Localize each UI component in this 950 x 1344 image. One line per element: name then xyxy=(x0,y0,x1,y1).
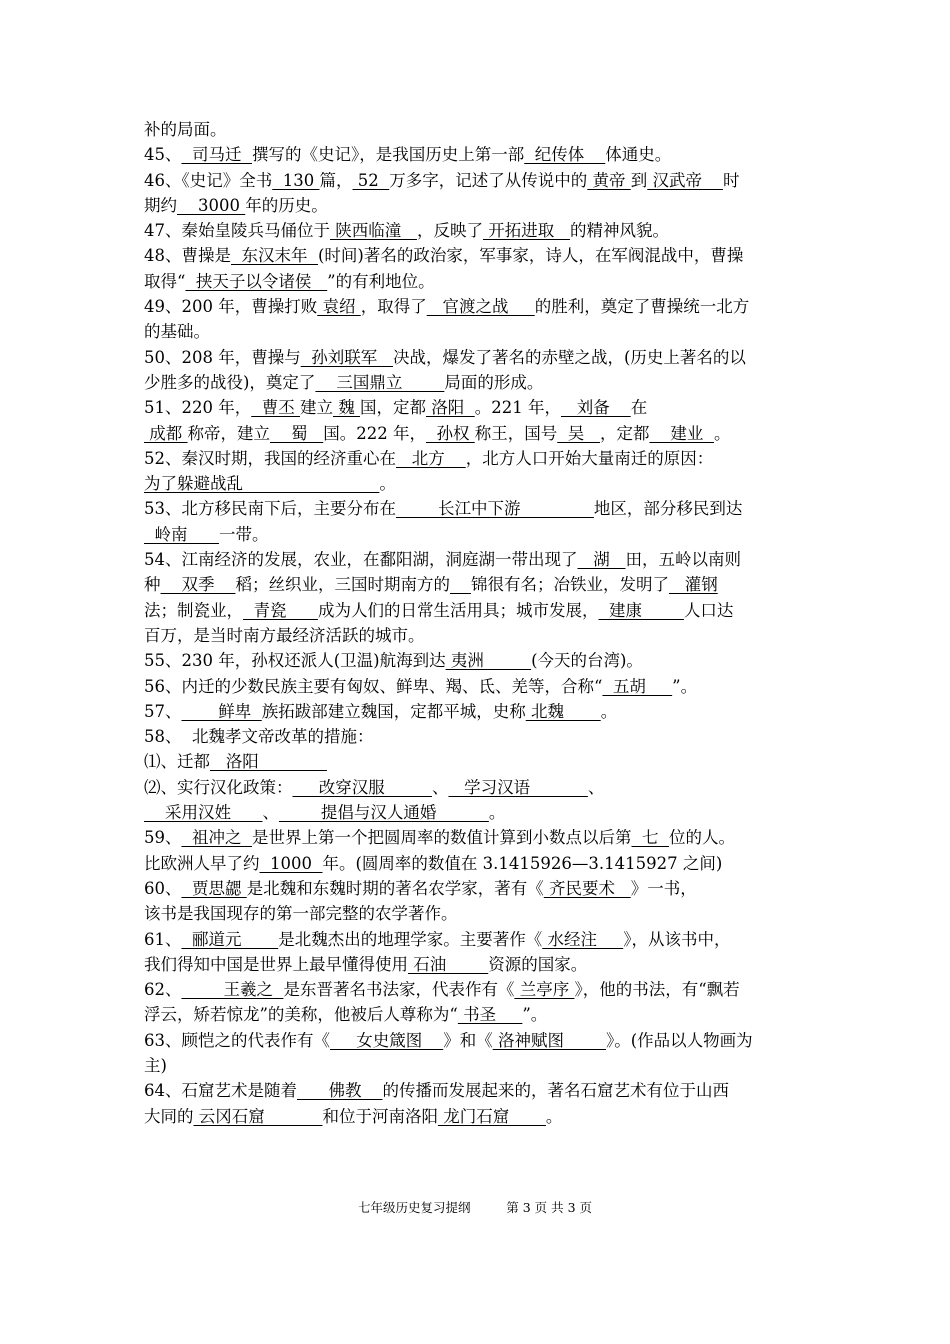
answer-blank: 孙权 xyxy=(425,423,475,443)
answer-blank: 齐民要术 xyxy=(543,878,631,898)
text-line xyxy=(144,572,812,597)
question-text: 的胜利，奠定了曹操统一北方 xyxy=(534,297,750,317)
question-text: ⑴、迁都 xyxy=(144,752,210,772)
answer-blank: 开拓进取 xyxy=(482,221,570,241)
question-text: 地区，部分移民到达 xyxy=(593,499,743,519)
answer-blank: 北方 xyxy=(396,448,466,468)
answer-blank: 三国鼎立 xyxy=(315,372,445,392)
question-text: 64、石窟艺术是随着 xyxy=(144,1081,297,1101)
question-text: 。 xyxy=(713,423,731,443)
answer-blank: 52 xyxy=(352,170,390,190)
question-text: 》一书， xyxy=(630,878,697,898)
question-text: 》，他的书法，有“飘若 xyxy=(574,980,740,1000)
question-text: 54、江南经济的发展，农业，在鄱阳湖，洞庭湖一带出现了 xyxy=(144,550,578,570)
text-line xyxy=(144,269,812,294)
text-line xyxy=(144,471,812,496)
answer-blank: 七 xyxy=(631,828,669,848)
question-text: 。 xyxy=(600,701,618,721)
question-text: 到 xyxy=(630,170,648,190)
question-text: 46、《史记》全书 xyxy=(144,170,273,190)
question-text: 锦很有名；冶铁业，发明了 xyxy=(470,575,669,595)
question-text: 族拓跋部建立魏国，定都平城，史称 xyxy=(261,701,526,721)
text-line xyxy=(144,193,812,218)
question-text: ”的有利地位。 xyxy=(327,271,435,291)
page-footer xyxy=(0,1198,950,1216)
text-line xyxy=(144,142,812,167)
answer-blank: 女史箴图 xyxy=(330,1030,444,1050)
question-text: 。 xyxy=(488,803,506,823)
text-line xyxy=(144,446,812,471)
text-line xyxy=(144,168,812,193)
question-text: 57、 xyxy=(144,701,182,721)
text-line xyxy=(144,876,812,901)
answer-blank: 陕西临潼 xyxy=(330,221,417,241)
question-text: 48、曹操是 xyxy=(144,246,231,266)
answer-blank: 为了躲避战乱 xyxy=(144,474,380,494)
question-text: 建立 xyxy=(299,398,333,418)
question-text: 50、208 年，曹操与 xyxy=(144,347,301,367)
review-outline-body xyxy=(144,117,812,1129)
text-line xyxy=(144,851,812,876)
question-text: 称王，国号 xyxy=(474,423,558,443)
question-text: 大同的 xyxy=(144,1106,194,1126)
text-line xyxy=(144,927,812,952)
answer-blank: 成都 xyxy=(144,423,188,443)
question-text: 取得“ xyxy=(144,271,186,291)
answer-blank: 兰亭序 xyxy=(514,980,575,1000)
question-text: ”。 xyxy=(672,676,698,696)
answer-blank: 汉武帝 xyxy=(647,170,723,190)
question-text: 的传播而发展起来的，著名石窟艺术有位于山西 xyxy=(382,1081,729,1101)
question-text: 法；制瓷业， xyxy=(144,600,243,620)
question-text: 稻；丝织业，三国时期南方的 xyxy=(235,575,450,595)
text-line xyxy=(144,395,812,420)
question-text: 年的历史。 xyxy=(245,195,328,215)
answer-blank: 北魏 xyxy=(525,701,601,721)
question-text: 浮云，矫若惊龙”的美称，他被后人尊称为“ xyxy=(144,1005,458,1025)
text-line xyxy=(144,218,812,243)
answer-blank: 湖 xyxy=(577,550,626,570)
question-text: 决战，爆发了著名的赤壁之战，(历史上著名的以 xyxy=(392,347,746,367)
question-text: 少胜多的战役)，奠定了 xyxy=(144,372,316,392)
question-text: 的精神风貌。 xyxy=(569,221,669,241)
answer-blank: 佛教 xyxy=(297,1081,383,1101)
answer-blank: 洛阳 xyxy=(210,752,327,772)
answer-blank: 洛阳 xyxy=(425,398,475,418)
text-line xyxy=(144,952,812,977)
text-line xyxy=(144,749,812,774)
question-text: 》和《 xyxy=(443,1030,493,1050)
answer-blank: 提倡与汉人通婚 xyxy=(278,803,489,823)
text-line xyxy=(144,243,812,268)
question-text: 》。(作品以人物画为 xyxy=(605,1030,753,1050)
question-text: 我们得知中国是世界上最早懂得使用 xyxy=(144,954,408,974)
question-text: 。 xyxy=(379,474,396,494)
question-text: ，北方人口开始大量南迁的原因： xyxy=(465,448,714,468)
question-text: 田，五岭以南则 xyxy=(625,550,741,570)
question-text: 资源的国家。 xyxy=(488,954,588,974)
text-line xyxy=(144,1028,812,1053)
answer-blank: 岭南 xyxy=(144,524,219,544)
question-text: 篇， xyxy=(319,170,353,190)
question-text: 国。222 年， xyxy=(323,423,426,443)
text-line xyxy=(144,775,812,800)
question-text: ，反映了 xyxy=(416,221,483,241)
text-line xyxy=(144,345,812,370)
answer-blank: 建康 xyxy=(598,600,684,620)
question-text: 、 xyxy=(262,803,279,823)
question-text: (今天的台湾)。 xyxy=(531,651,643,671)
question-text: 万多字，记述了从传说中的 xyxy=(389,170,588,190)
question-text: 国，定都 xyxy=(359,398,426,418)
text-line xyxy=(144,370,812,395)
question-text: 45、 xyxy=(144,145,182,165)
question-text: 53、北方移民南下后，主要分布在 xyxy=(144,499,396,519)
question-text: 47、秦始皇陵兵马俑位于 xyxy=(144,221,330,241)
question-text: 55、230 年，孙权还派人(卫温)航海到达 xyxy=(144,651,446,671)
text-line xyxy=(144,901,812,926)
question-text: 62、 xyxy=(144,980,182,1000)
text-line xyxy=(144,977,812,1002)
question-text: 、 xyxy=(431,777,449,797)
question-text: 人口达 xyxy=(683,600,734,620)
answer-blank: 王羲之 xyxy=(181,980,284,1000)
text-line xyxy=(144,496,812,521)
question-text: 位的人。 xyxy=(668,828,735,848)
question-text: 比欧洲人早了约 xyxy=(144,853,260,873)
answer-blank: 曹丕 xyxy=(251,398,300,418)
answer-blank: 纪传体 xyxy=(524,145,606,165)
answer-blank: 书圣 xyxy=(457,1005,523,1025)
text-line xyxy=(144,319,812,344)
text-line xyxy=(144,724,812,749)
text-line xyxy=(144,674,812,699)
answer-blank: 水经注 xyxy=(542,929,624,949)
answer-blank: 学习汉语 xyxy=(448,777,588,797)
answer-blank: 吴 xyxy=(557,423,600,443)
answer-blank: 袁绍 xyxy=(317,297,361,317)
question-text: 63、顾恺之的代表作有《 xyxy=(144,1030,330,1050)
question-text: 百万，是当时南方最经济活跃的城市。 xyxy=(144,625,425,645)
answer-blank: 贾思勰 xyxy=(181,878,247,898)
question-text: 52、秦汉时期，我国的经济重心在 xyxy=(144,448,396,468)
answer-blank: 130 xyxy=(272,170,320,190)
question-text: 期约 xyxy=(144,195,177,215)
question-text: ，取得了 xyxy=(360,297,427,317)
answer-blank: 3000 xyxy=(177,195,246,215)
text-line xyxy=(144,547,812,572)
answer-blank: 云冈石窟 xyxy=(193,1106,323,1126)
answer-blank: 郦道元 xyxy=(181,929,279,949)
question-text: ⑵、实行汉化政策： xyxy=(144,777,293,797)
text-line xyxy=(144,699,812,724)
answer-blank: 挟天子以令诸侯 xyxy=(185,271,328,291)
footer-page-number: 第 3 页 共 3 页 xyxy=(506,1200,593,1215)
answer-blank: 洛神赋图 xyxy=(492,1030,606,1050)
text-line xyxy=(144,598,812,623)
question-text: 61、 xyxy=(144,929,182,949)
answer-blank: 青瓷 xyxy=(243,600,318,620)
text-line xyxy=(144,294,812,319)
question-text: 是北魏杰出的地理学家。主要著作《 xyxy=(278,929,543,949)
answer-blank: 改穿汉服 xyxy=(292,777,432,797)
text-line xyxy=(144,623,812,648)
answer-blank: 采用汉姓 xyxy=(144,803,263,823)
answer-blank: 长江中下游 xyxy=(396,499,594,519)
question-text: 56、内迁的少数民族主要有匈奴、鲜卑、羯、氐、羌等，合称“ xyxy=(144,676,603,696)
question-text: 。 xyxy=(545,1106,563,1126)
question-text: 是东晋著名书法家，代表作有《 xyxy=(283,980,515,1000)
question-text: 是北魏和东魏时期的著名农学家，著有《 xyxy=(246,878,544,898)
answer-blank: 石油 xyxy=(408,954,489,974)
text-line xyxy=(144,117,812,142)
answer-blank: 孙刘联军 xyxy=(300,347,393,367)
question-text: 60、 xyxy=(144,878,182,898)
answer-blank: 司马迁 xyxy=(181,145,252,165)
question-text: 主) xyxy=(144,1055,167,1075)
question-text: 称帝，建立 xyxy=(187,423,270,443)
question-text: 该书是我国现存的第一部完整的农学著作。 xyxy=(144,904,458,924)
question-text: (时间)著名的政治家，军事家，诗人，在军阀混战中，曹操 xyxy=(317,246,744,266)
answer-blank: 1000 xyxy=(259,853,323,873)
question-text: 种 xyxy=(144,575,161,595)
answer-blank: 刘备 xyxy=(560,398,631,418)
question-text: 是世界上第一个把圆周率的数值计算到小数点以后第 xyxy=(251,828,632,848)
question-text: 年。(圆周率的数值在 3.1415926—3.1415927 之间) xyxy=(322,853,723,873)
question-text: 》，从该书中， xyxy=(623,929,731,949)
answer-blank xyxy=(450,575,471,594)
answer-blank: 双季 xyxy=(160,575,236,595)
answer-blank: 夷洲 xyxy=(445,651,532,671)
question-text: 补的局面。 xyxy=(144,120,227,139)
answer-blank: 蜀 xyxy=(270,423,324,443)
answer-blank: 官渡之战 xyxy=(426,297,535,317)
text-line xyxy=(144,1002,812,1027)
text-line xyxy=(144,825,812,850)
answer-blank: 祖冲之 xyxy=(181,828,252,848)
text-line xyxy=(144,1104,812,1129)
question-text: 时 xyxy=(722,170,740,190)
answer-blank: 灌钢 xyxy=(668,575,718,595)
question-text: 49、200 年，曹操打败 xyxy=(144,297,318,317)
answer-blank: 黄帝 xyxy=(587,170,631,190)
answer-blank: 魏 xyxy=(332,398,360,418)
question-text: 局面的形成。 xyxy=(444,372,544,392)
question-text: 。221 年， xyxy=(474,398,561,418)
question-text: 58、 北魏孝文帝改革的措施： xyxy=(144,727,374,747)
question-text: 成为人们的日常生活用具；城市发展， xyxy=(317,600,599,620)
question-text: 一带。 xyxy=(218,524,269,544)
answer-blank: 建业 xyxy=(649,423,714,443)
text-line xyxy=(144,800,812,825)
text-line xyxy=(144,421,812,446)
text-line xyxy=(144,1053,812,1078)
answer-blank: 鲜卑 xyxy=(181,701,262,721)
question-text: 59、 xyxy=(144,828,182,848)
question-text: ”。 xyxy=(522,1005,548,1025)
question-text: ，定都 xyxy=(599,423,650,443)
question-text: 的基础。 xyxy=(144,322,210,342)
text-line xyxy=(144,1078,812,1103)
question-text: 体通史。 xyxy=(605,145,672,165)
question-text: 和位于河南洛阳 xyxy=(322,1106,438,1126)
question-text: 在 xyxy=(630,398,648,418)
answer-blank: 东汉末年 xyxy=(231,246,318,266)
question-text: 、 xyxy=(587,777,605,797)
text-line xyxy=(144,522,812,547)
footer-title: 七年级历史复习提纲 xyxy=(357,1200,471,1215)
answer-blank: 龙门石窟 xyxy=(437,1106,546,1126)
answer-blank: 五胡 xyxy=(602,676,673,696)
question-text: 撰写的《史记》，是我国历史上第一部 xyxy=(251,145,525,165)
text-line xyxy=(144,648,812,673)
question-text: 51、220 年， xyxy=(144,398,252,418)
